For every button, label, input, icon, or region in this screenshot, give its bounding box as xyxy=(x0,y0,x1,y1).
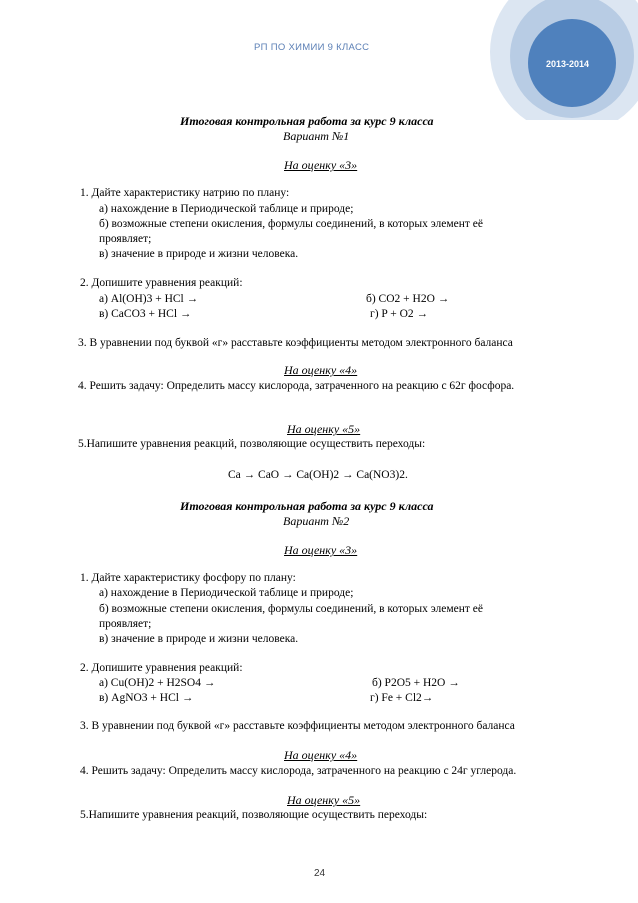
v2-q1-a: а) нахождение в Периодической таблице и природе; xyxy=(99,587,354,599)
header-title: РП ПО ХИМИИ 9 КЛАСС xyxy=(254,42,370,53)
v1-q2: 2. Допишите уравнения реакций: xyxy=(80,277,243,289)
v2-q2-c: в) AgNO3 + HCl → xyxy=(99,692,194,704)
v1-grade3: На оценку «3» xyxy=(284,158,358,172)
v1-q2-c: в) CaCO3 + HCl → xyxy=(99,308,192,320)
v2-q1-b2: проявляет; xyxy=(99,618,152,630)
page-number: 24 xyxy=(314,868,326,879)
v1-q5: 5.Напишите уравнения реакций, позволяющие осуществить переходы: xyxy=(78,438,426,450)
v2-q2: 2. Допишите уравнения реакций: xyxy=(80,662,243,674)
v1-q4: 4. Решить задачу: Определить массу кислорода, затраченного на реакцию с 62г фосфора. xyxy=(78,380,515,392)
v2-grade4: На оценку «4» xyxy=(284,748,358,762)
header-year: 2013-2014 xyxy=(546,59,590,69)
v2-grade3: На оценку «3» xyxy=(284,543,358,557)
v1-q2-d: г) P + O2 → xyxy=(370,308,429,320)
v1-grade4: На оценку «4» xyxy=(284,363,358,377)
v2-q2-d: г) Fe + Cl2→ xyxy=(370,692,434,704)
v1-q2-b: б) CO2 + H2O → xyxy=(366,293,450,305)
v2-q1-c: в) значение в природе и жизни человека. xyxy=(99,633,299,645)
v1-q1: 1. Дайте характеристику натрию по плану: xyxy=(80,187,290,199)
v2-grade5: На оценку «5» xyxy=(287,793,361,807)
v1-chain: Ca → CaO → Ca(OH)2 → Ca(NO3)2. xyxy=(228,469,408,481)
v2-title: Итоговая контрольная работа за курс 9 класса xyxy=(180,499,434,513)
v1-q2-a: а) Al(OH)3 + HCl → xyxy=(99,293,199,305)
v2-q2-b: б) P2O5 + H2O → xyxy=(372,677,460,689)
v1-q1-c: в) значение в природе и жизни человека. xyxy=(99,248,299,260)
v1-q1-b2: проявляет; xyxy=(99,233,152,245)
v1-title: Итоговая контрольная работа за курс 9 класса xyxy=(180,114,434,128)
v2-variant: Вариант №2 xyxy=(283,514,350,528)
v2-q3: 3. В уравнении под буквой «г» расставьте коэффициенты методом электронного баланса xyxy=(80,720,515,732)
v1-q3: 3. В уравнении под буквой «г» расставьте коэффициенты методом электронного баланса xyxy=(78,337,513,349)
v2-q5: 5.Напишите уравнения реакций, позволяющие осуществить переходы: xyxy=(80,809,428,821)
v1-q1-b: б) возможные степени окисления, формулы соединений, в которых элемент её xyxy=(99,218,483,230)
v2-q2-a: а) Cu(OH)2 + H2SO4 → xyxy=(99,677,216,689)
v2-q1: 1. Дайте характеристику фосфору по плану: xyxy=(80,572,296,584)
v2-q1-b: б) возможные степени окисления, формулы соединений, в которых элемент её xyxy=(99,603,483,615)
v1-variant: Вариант №1 xyxy=(283,129,350,143)
v1-q1-a: а) нахождение в Периодической таблице и природе; xyxy=(99,203,354,215)
v2-q4: 4. Решить задачу: Определить массу кислорода, затраченного на реакцию с 24г углерода. xyxy=(80,765,517,777)
v1-grade5: На оценку «5» xyxy=(287,422,361,436)
